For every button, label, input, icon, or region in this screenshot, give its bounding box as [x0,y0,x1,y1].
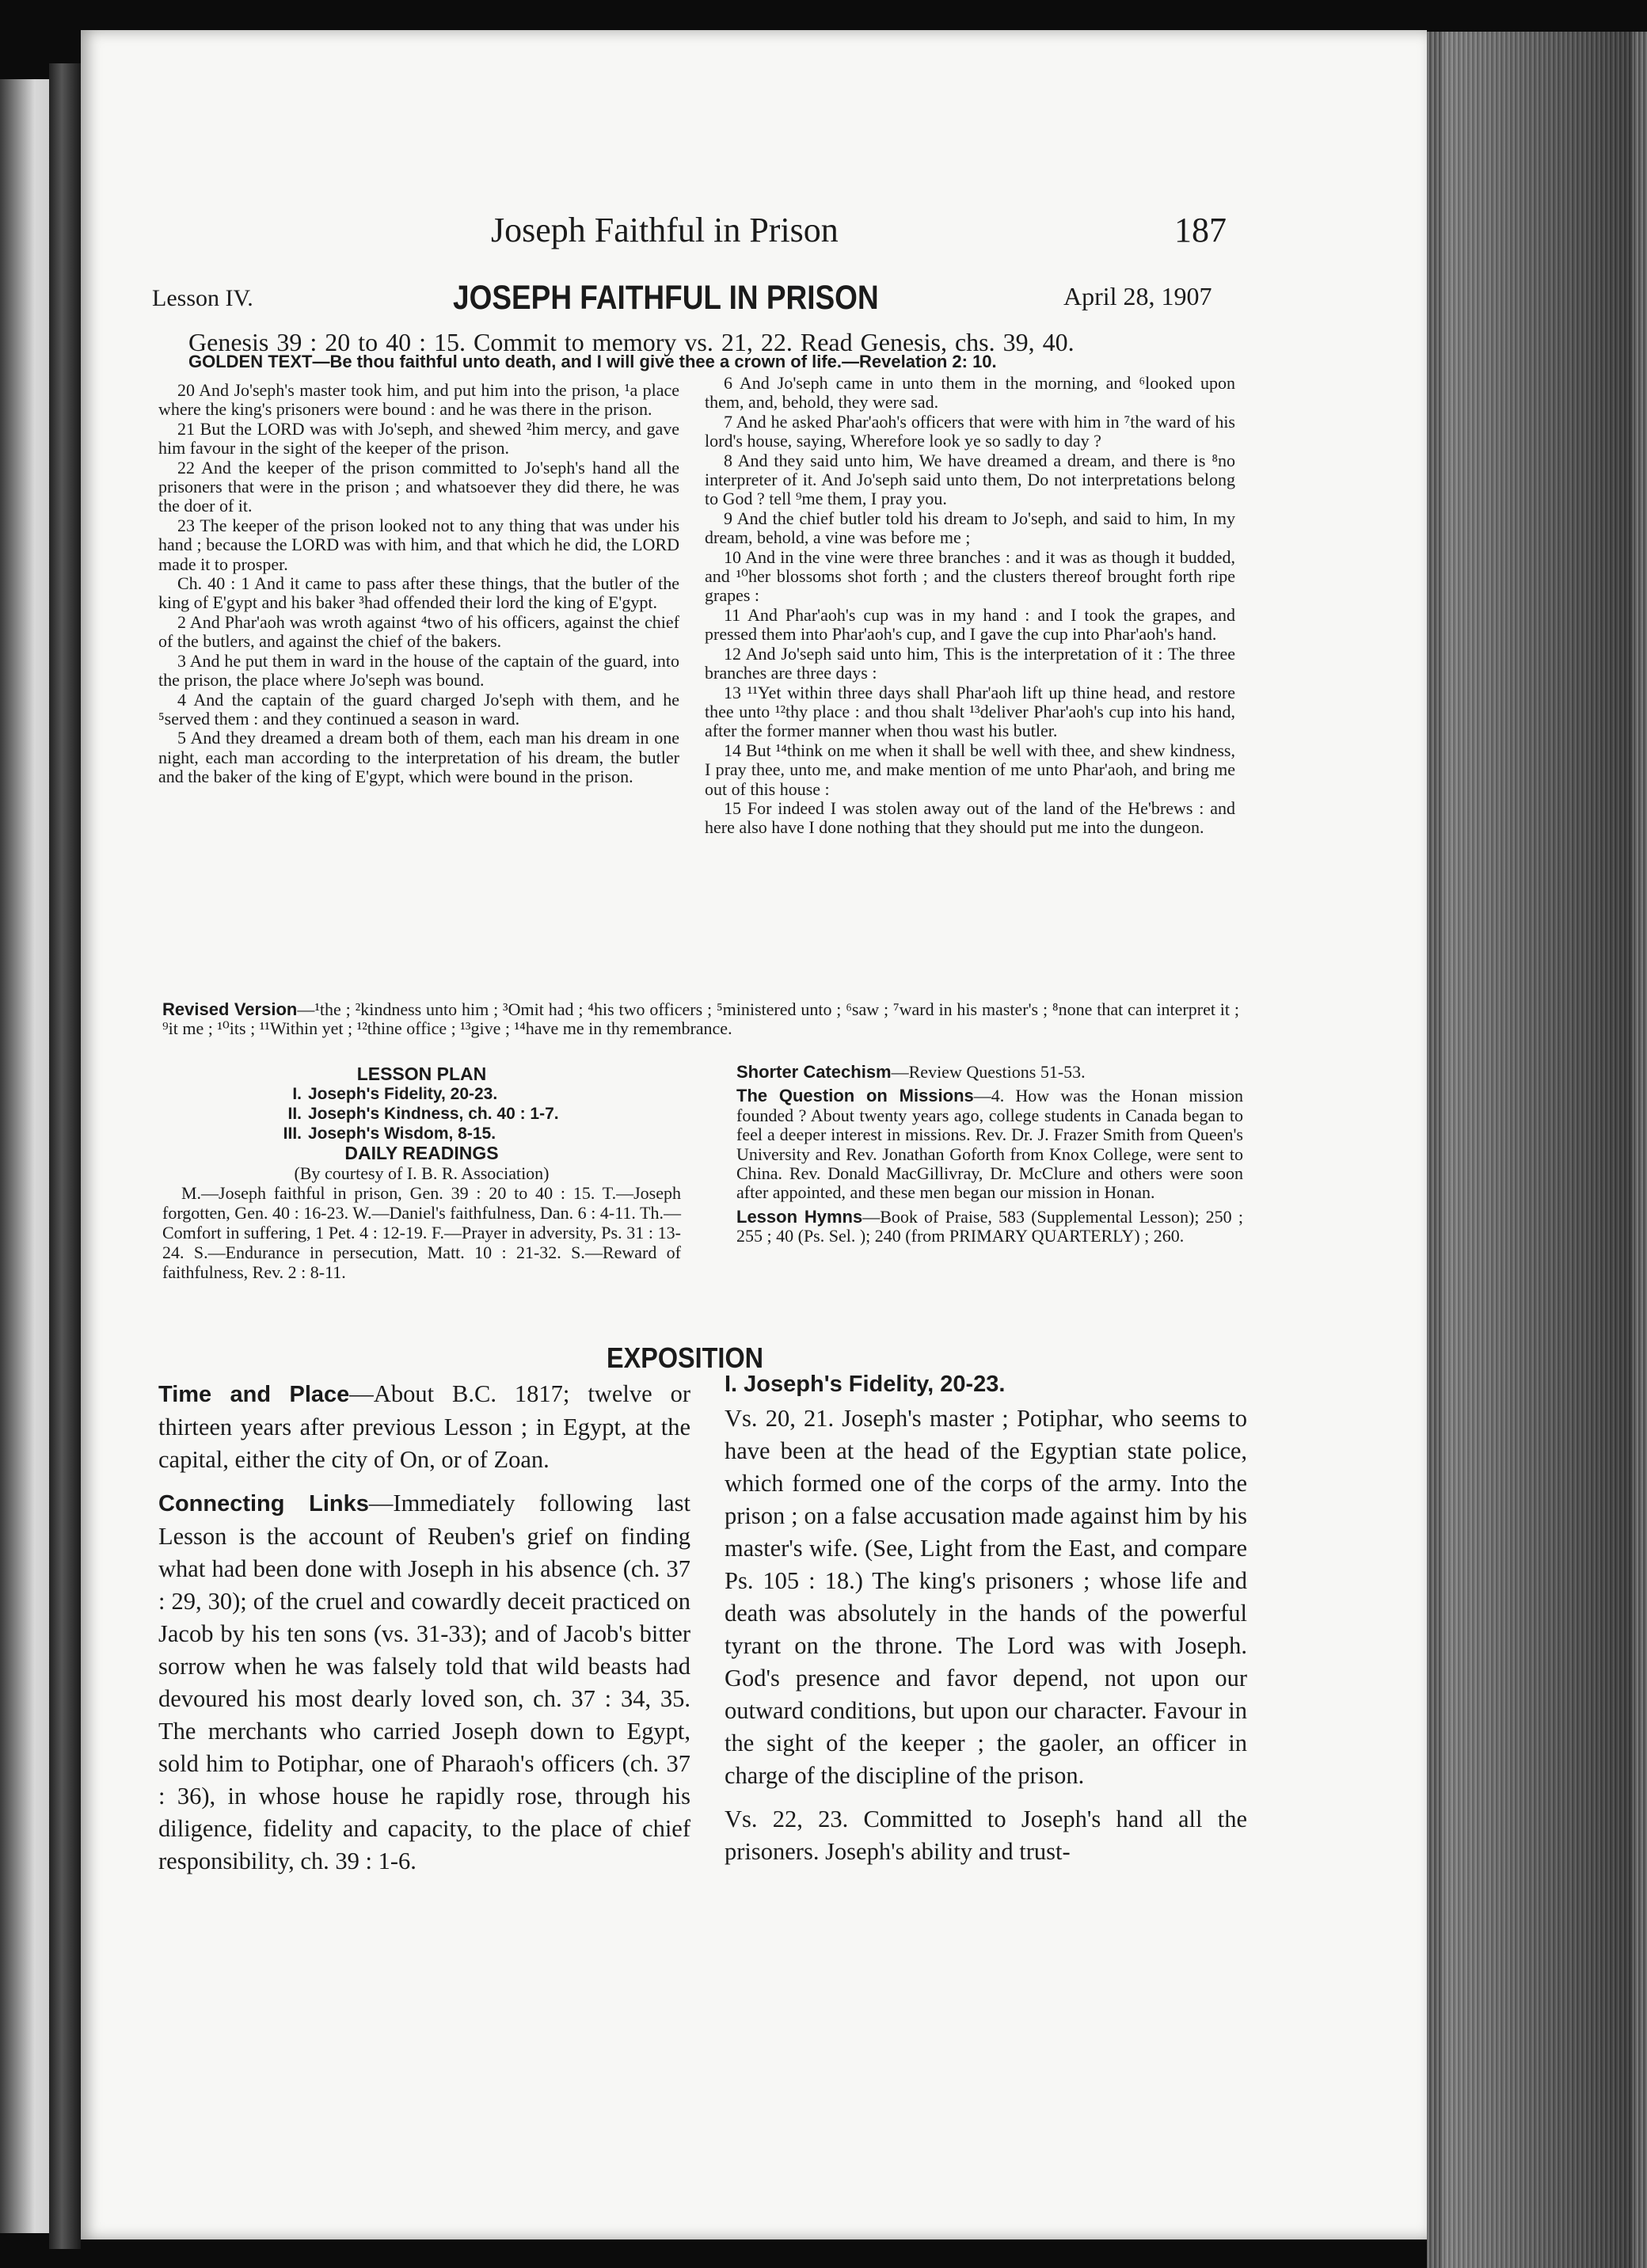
lesson-plan-list [273,1084,681,1144]
daily-readings-courtesy: (By courtesy of I. B. R. Association) [294,1163,550,1183]
verse: 21 But the LORD was with Jo'seph, and shewed ²him mercy, and gave him favour in the sight of the keeper of the prison. [158,418,679,459]
verse: 15 For indeed I was stolen away out of the land of the He'brews : and here also have I done nothing that they should put me into the dungeon. [705,797,1235,838]
revised-version [162,1000,1239,1039]
lesson-date: April 28, 1907 [1063,282,1212,310]
verse: 6 And Jo'seph came in unto them in the morning, and ⁶looked upon them, and, behold, they were sad. [705,373,1235,413]
verse: 12 And Jo'seph said unto him, This is the interpretation of it : The three branches are three days : [705,643,1235,683]
verse: 9 And the chief butler told his dream to Jo'seph, and said to him, In my dream, behold, a vine was before me ; [705,508,1235,548]
verse: 23 The keeper of the prison looked not to any thing that was under his hand ; because the LORD was with him, and that which he did, the LORD made it to prosper. [158,515,679,574]
verse: 20 And Jo'seph's master took him, and put him into the prison, ¹a place where the king's prisoners were bound : and he was there in the prison. [158,380,679,420]
plan-item: II. Joseph's Kindness, ch. 40 : 1-7. [287,1105,559,1123]
revised-version-text: —¹the ; ²kindness unto him ; ³Omit had ; ⁴his two officers ; ⁵ministered unto ; ⁶saw ; ⁷ward in his master's ; ⁸none that can interpret it ; ⁹it me ; ¹⁰its ; ¹¹Within yet ; ¹²thine office ; ¹³give ; ¹⁴have me in thy remembrance. [162,999,1239,1039]
shorter-catechism: Shorter Catechism—Review Questions 51-53. [736,1062,1086,1082]
verse: 13 ¹¹Yet within three days shall Phar'aoh lift up thine head, and restore thee unto ¹²thy place : and thou shalt ¹³deliver Phar'aoh's cup into his hand, after the former manner when thou wast his butler. [705,682,1235,741]
page-edges [1427,32,1647,2268]
exposition-heading: EXPOSITION [607,1341,764,1374]
commentary-vs-20-21: Vs. 20, 21. Joseph's master ; Potiphar, who seems to have been at the head of the Egyptian state police, which formed one of the corps of the army. Into the prison ; on a false accusation made against him by his master's wife. (See, Light from the East, and compare Ps. 105 : 18.) The king's prisoners ; whose life and death was absolutely in the hands of the powerful tyrant on the throne. The Lord was with Joseph. God's presence and favor depend, not upon our outward conditions, but upon our character. Favour in the sight of the keeper ; the gaoler, an officer in charge of the discipline of the prison. [725,1405,1247,1789]
verse: Ch. 40 : 1 And it came to pass after these things, that the butler of the king of E'gypt and his baker ³had offended their lord the king of E'gypt. [158,573,679,613]
lesson-number: Lesson IV. [152,285,253,311]
golden-text: GOLDEN TEXT—Be thou faithful unto death, and I will give thee a crown of life.—Revelation 2: 10. [188,352,997,371]
book-gutter [49,63,81,2249]
revised-version-label: Revised Version [162,999,298,1019]
section-heading: I. Joseph's Fidelity, 20-23. [725,1372,1006,1397]
running-head: Joseph Faithful in Prison [491,211,839,249]
verse: 7 And he asked Phar'aoh's officers that were with him in ⁷the ward of his lord's house, saying, Wherefore look ye so sadly to day ? [705,411,1235,451]
scripture-reference: Genesis 39 : 20 to 40 : 15. Commit to memory vs. 21, 22. Read Genesis, chs. 39, 40. [188,328,1075,356]
lesson-notes [736,1063,1243,1251]
daily-readings-text: M.—Joseph faithful in prison, Gen. 39 : 20 to 40 : 15. T.—Joseph forgotten, Gen. 40 : 16-23. W.—Daniel's faithfulness, Dan. 6 : 4-11. Th.—Comfort in suffering, 1 Pet. 4 : 12-19. F.—Prayer in adversity, Ps. 31 : 13-24. S.—Endurance in persecution, Matt. 10 : 21-32. S.—Reward of faithfulness, Rev. 2 : 8-11. [162,1183,681,1282]
lesson-title: JOSEPH FAITHFUL IN PRISON [453,279,879,317]
page-number: 187 [1174,211,1227,249]
left-page-edge [0,79,49,2233]
scripture-left-column [158,381,679,787]
daily-readings-heading: DAILY READINGS [344,1143,499,1163]
verse: 4 And the captain of the guard charged Jo'seph with them, and he ⁵served them : and they continued a season in ward. [158,689,679,729]
verse: 2 And Phar'aoh was wroth against ⁴two of his officers, against the chief of the butlers, and against the chief of the bakers. [158,611,679,652]
verse: 14 But ¹⁴think on me when it shall be well with thee, and shew kindness, I pray thee, unto me, and make mention of me unto Phar'aoh, and bring me out of this house : [705,740,1235,799]
exposition-right-column [725,1368,1247,1879]
plan-item: III. Joseph's Wisdom, 8-15. [283,1124,496,1143]
exposition-left-column [158,1378,690,1889]
missions-question: The Question on Missions—4. How was the Honan mission founded ? About twenty years ago, college students in Canada began to feel a deeper interest in missions. Rev. Dr. J. Frazer Smith from Queen's University and Rev. Jonathan Goforth from Knox College, were sent to China. Rev. Donald MacGillivray, Dr. McClure and others were soon after appointed, and these men began our mission in Honan. [736,1086,1244,1203]
verse: 10 And in the vine were three branches : and it was as though it budded, and ¹⁰her blossoms shot forth ; and the clusters thereof brought forth ripe grapes : [705,546,1235,606]
verse: 8 And they said unto him, We have dreamed a dream, and there is ⁸no interpreter of it. And Jo'seph said unto them, Do not interpretations belong to God ? tell ⁹me them, I pray you. [705,450,1235,509]
lesson-plan-heading: LESSON PLAN [356,1064,487,1084]
plan-item: I. Joseph's Fidelity, 20-23. [292,1085,498,1103]
verse: 5 And they dreamed a dream both of them, each man his dream in one night, each man according to the interpretation of his dream, the butler and the baker of the king of E'gypt, which were bound in the prison. [158,728,679,787]
verse: 22 And the keeper of the prison committed to Jo'seph's hand all the prisoners that were in the prison ; and whatsoever they did there, he was the doer of it. [158,457,679,516]
connecting-links: Connecting Links—Immediately following last Lesson is the account of Reuben's grief on finding what had been done with Joseph in his absence (ch. 37 : 29, 30); of the cruel and cowardly deceit practiced on Jacob by his ten sons (vs. 31-33); and of Jacob's bitter sorrow when he was falsely told that wild beasts had devoured his most dearly loved son, ch. 37 : 34, 35. The merchants who carried Joseph down to Egypt, sold him to Potiphar, one of Pharaoh's officers (ch. 37 : 36), in whose house he rapidly rose, through his diligence, fidelity and capacity, to the place of chief responsibility, ch. 39 : 1-6. [158,1490,690,1874]
lesson-plan-block [162,1064,681,1282]
scripture-right-column [705,374,1235,838]
verse: 3 And he put them in ward in the house of the captain of the guard, into the prison, the place where Jo'seph was bound. [158,650,679,691]
time-and-place: Time and Place—About B.C. 1817; twelve or thirteen years after previous Lesson ; in Egypt, at the capital, either the city of On, or of Zoan. [158,1380,690,1473]
commentary-vs-22-23: Vs. 22, 23. Committed to Joseph's hand all the prisoners. Joseph's ability and trust- [725,1806,1247,1865]
lesson-hymns: Lesson Hymns—Book of Praise, 583 (Supplemental Lesson); 250 ; 255 ; 40 (Ps. Sel. ); 240 (from PRIMARY QUARTERLY) ; 260. [736,1206,1243,1246]
verse: 11 And Phar'aoh's cup was in my hand : and I took the grapes, and pressed them into Phar'aoh's cup, and I gave the cup into Phar'aoh's hand. [705,604,1235,645]
